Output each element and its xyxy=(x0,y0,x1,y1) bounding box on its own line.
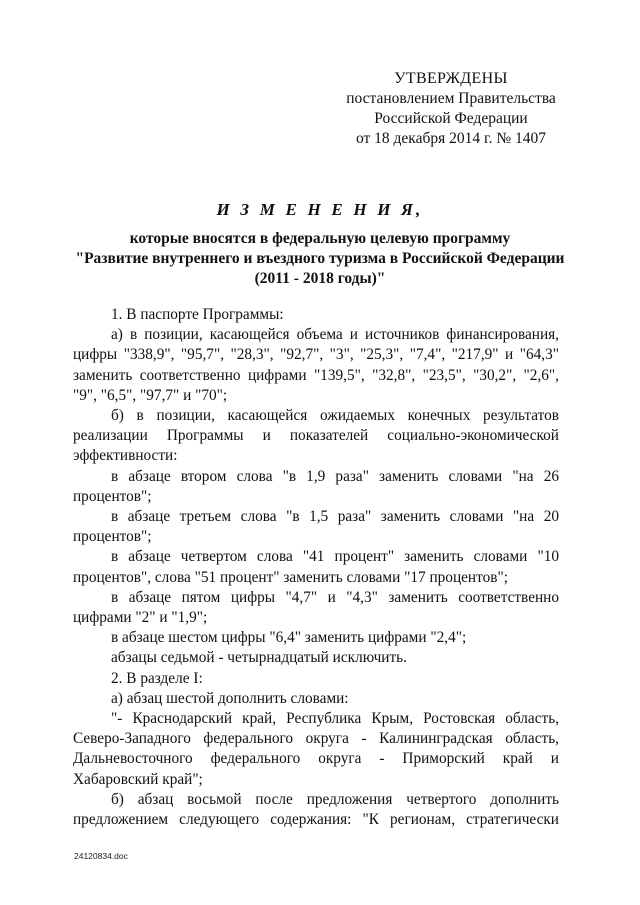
paragraph: 1. В паспорте Программы: xyxy=(111,306,284,323)
approval-line: Российской Федерации xyxy=(374,110,528,127)
paragraph: 2. В разделе I: xyxy=(111,669,203,687)
title-subline: (2011 - 2018 годы)" xyxy=(254,270,386,287)
title-subline: "Развитие внутреннего и въездного туризма в Российской Федерации xyxy=(75,250,565,267)
document-filename: 24120834.doc xyxy=(74,851,128,861)
paragraph: в абзаце четвертом слова "41 процент" заменить словами "10 процентов", слова "51 процент" заменить словами "17 процентов"; xyxy=(73,548,559,586)
paragraph: а) в позиции, касающейся объема и источников финансирования, цифры "338,9", "95,7", "28,3", "92,7", "3", "25,3", "7,4", "217,9" и "64,3" заменить соответственно цифрами "139,5", "32,8", "23,5", "30,2", "2,6", "9", "6,5", "97,7" и "70"; xyxy=(73,326,559,404)
approval-line: постановлением Правительства xyxy=(346,90,556,107)
paragraph: абзацы седьмой - четырнадцатый исключить. xyxy=(111,649,407,667)
title-subline: которые вносятся в федеральную целевую программу xyxy=(129,230,511,247)
paragraph: б) в позиции, касающейся ожидаемых конечных результатов реализации Программы и показателей социально-экономической эффективности: xyxy=(73,407,559,465)
paragraph: в абзаце пятом цифры "4,7" и "4,3" заменить соответственно цифрами "2" и "1,9"; xyxy=(73,588,559,627)
approval-date-number: от 18 декабря 2014 г. № 1407 xyxy=(355,130,547,147)
paragraph: "- Краснодарский край, Республика Крым, Ростовская область, Северо-Западного федерального округа - Калининградская область, Дальневосточного федерального округа - Приморский край и Хабаровский край"; xyxy=(73,710,559,788)
approval-stamp xyxy=(340,69,562,149)
title-main: И З М Е Н Е Н И Я, xyxy=(216,200,424,219)
paragraph: в абзаце третьем слова "в 1,5 раза" заменить словами "на 20 процентов"; xyxy=(73,508,559,546)
paragraph: в абзаце шестом цифры "6,4" заменить цифрами "2,4"; xyxy=(111,629,467,647)
paragraph: в абзаце втором слова "в 1,9 раза" заменить словами "на 26 процентов"; xyxy=(73,467,559,505)
paragraph: б) абзац восьмой после предложения четвертого дополнить предложением следующего содержания: "К регионам, стратегически xyxy=(73,790,559,829)
approval-heading: УТВЕРЖДЕНЫ xyxy=(394,70,508,87)
document-title xyxy=(50,200,590,289)
document-body xyxy=(73,305,559,830)
paragraph: а) абзац шестой дополнить словами: xyxy=(111,689,349,707)
